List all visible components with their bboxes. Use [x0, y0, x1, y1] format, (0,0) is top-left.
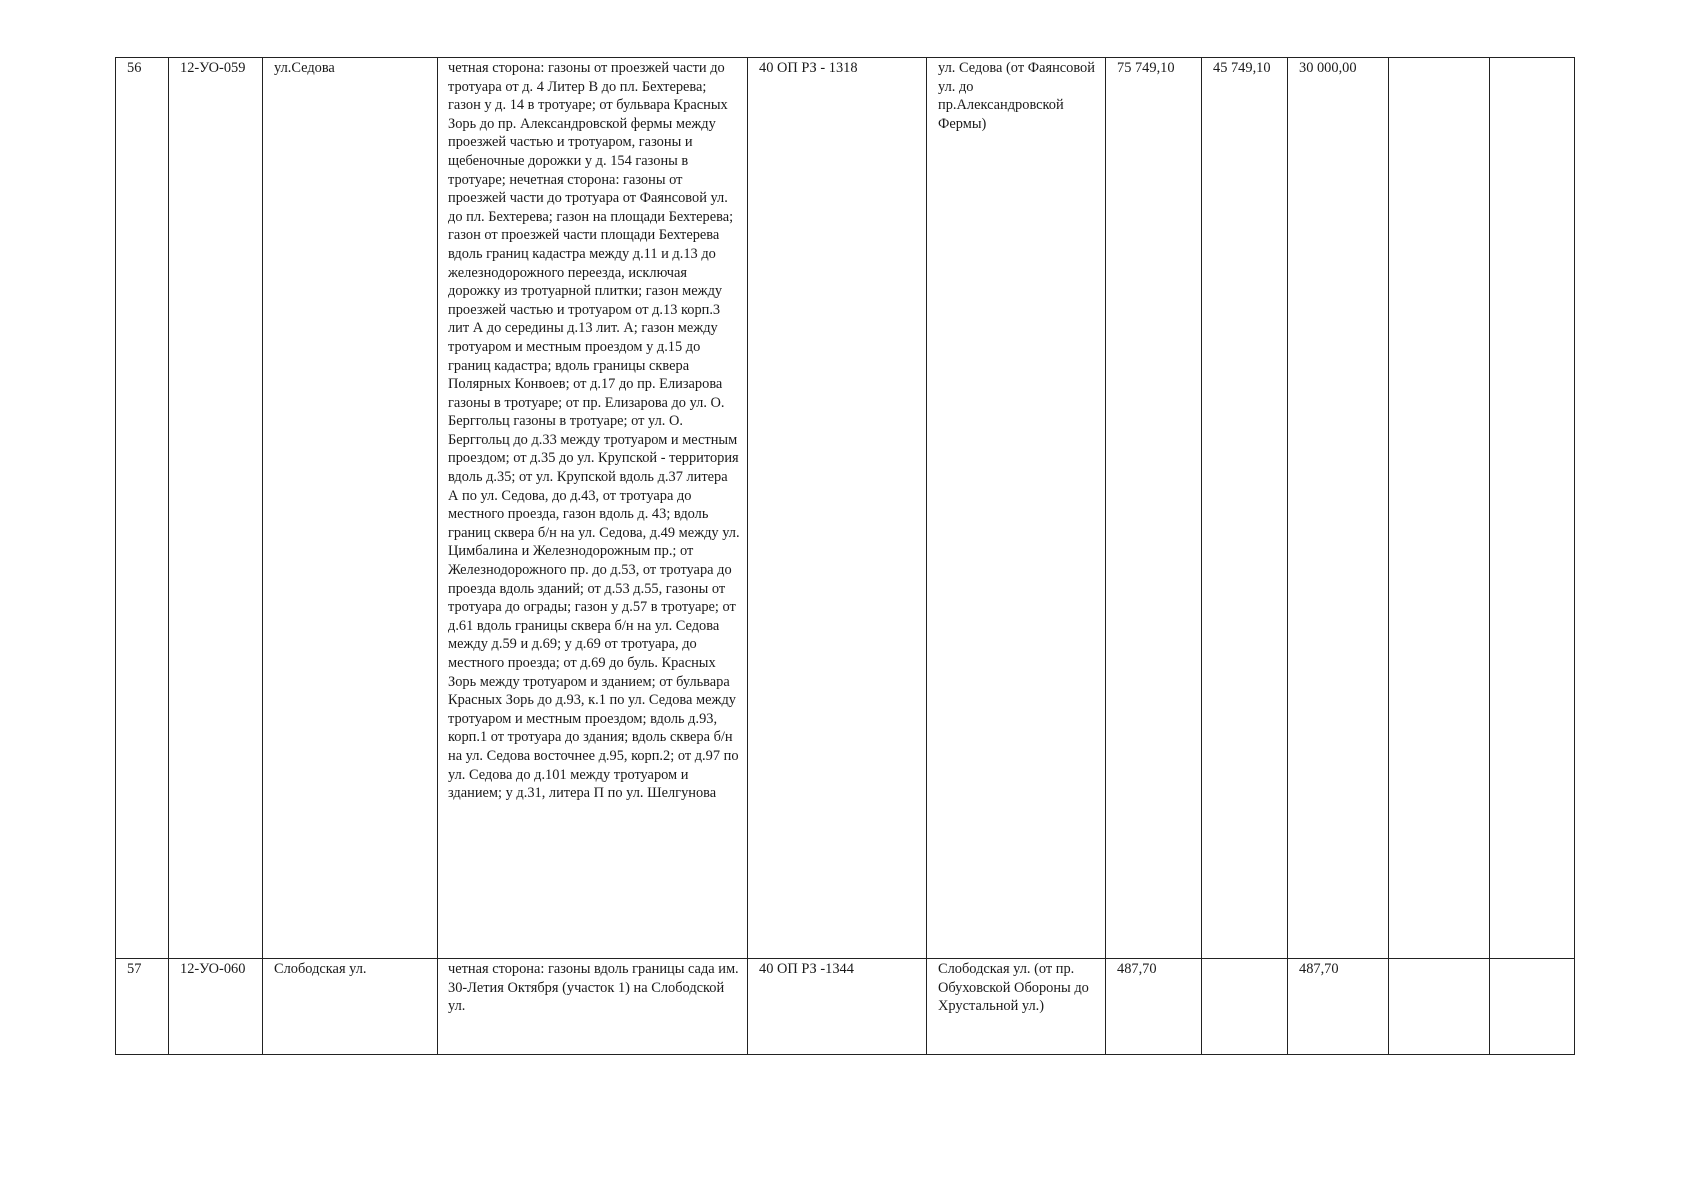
object-code: 12-УО-059	[169, 58, 263, 959]
object-description: четная сторона: газоны вдоль границы сада им. 30-Летия Октября (участок 1) на Слободской ул.	[438, 959, 748, 1055]
object-description: четная сторона: газоны от проезжей части до тротуара от д. 4 Литер В до пл. Бехтерева; газон у д. 14 в тротуаре; от бульвара Красных Зорь до пр. Александровской фермы между проезжей частью и тротуаром, газоны и щебеночные дорожки у д. 154 газоны в тротуаре; нечетная сторона: газоны от проезжей части до тротуара от Фаянсовой ул. до пл. Бехтерева; газон на площади Бехтерева; газон от проезжей части площади Бехтерева вдоль границ кадастра между д.11 и д.13 до железнодорожного переезда, исключая дорожку из тротуарной плитки; газон между проезжей частью и тротуаром от д.13 корп.3 лит А до середины д.13 лит. А; газон между тротуаром и местным проездом у д.15 до границ кадастра; вдоль границы сквера Полярных Конвоев; от д.17 до пр. Елизарова газоны в тротуаре; от пр. Елизарова до ул. О. Берггольц газоны в тротуаре; от ул. О. Берггольц до д.33 между тротуаром и местным проездом; от д.35 до ул. Крупской - территория вдоль д.35; от ул. Крупской вдоль д.37 литера А по ул. Седова, до д.43, от тротуара до местного проезда, газон вдоль д. 43; вдоль границ сквера б/н на ул. Седова, д.49 между ул. Цимбалина и Железнодорожным пр.; от Железнодорожного пр. до д.53, от тротуара до проезда вдоль зданий; от д.53 д.55, газоны от тротуара до ограды; газон у д.57 в тротуаре; от д.61 вдоль границы сквера б/н на ул. Седова между д.59 и д.69; у д.69 от тротуара, до местного проезда; от д.69 до буль. Красных Зорь между тротуаром и зданием; от бульвара Красных Зорь до д.93, к.1 по ул. Седова между тротуаром и местным проездом; вдоль д.93, корп.1 от тротуара до здания; вдоль сквера б/н на ул. Седова восточнее д.95, корп.2; от д.97 по ул. Седова до д.101 между тротуаром и зданием; у д.31, литера П по ул. Шелгунова	[438, 58, 748, 959]
row-number: 56	[116, 58, 169, 959]
area-part-a: 45 749,10	[1202, 58, 1288, 959]
row-number: 57	[116, 959, 169, 1055]
table-row	[116, 58, 1575, 959]
road-id: 40 ОП РЗ -1344	[748, 959, 927, 1055]
street-name: Слободская ул.	[263, 959, 438, 1055]
area-part-b: 487,70	[1288, 959, 1389, 1055]
area-part-b: 30 000,00	[1288, 58, 1389, 959]
empty-cell	[1490, 58, 1575, 959]
street-name: ул.Седова	[263, 58, 438, 959]
area-total: 487,70	[1106, 959, 1202, 1055]
table-row	[116, 959, 1575, 1055]
road-id: 40 ОП РЗ - 1318	[748, 58, 927, 959]
empty-cell	[1389, 959, 1490, 1055]
area-part-a	[1202, 959, 1288, 1055]
registry-table	[115, 57, 1575, 1055]
empty-cell	[1490, 959, 1575, 1055]
road-section: Слободская ул. (от пр. Обуховской Обороны до Хрустальной ул.)	[927, 959, 1106, 1055]
area-total: 75 749,10	[1106, 58, 1202, 959]
empty-cell	[1389, 58, 1490, 959]
road-section: ул. Седова (от Фаянсовой ул. до пр.Александровской Фермы)	[927, 58, 1106, 959]
object-code: 12-УО-060	[169, 959, 263, 1055]
